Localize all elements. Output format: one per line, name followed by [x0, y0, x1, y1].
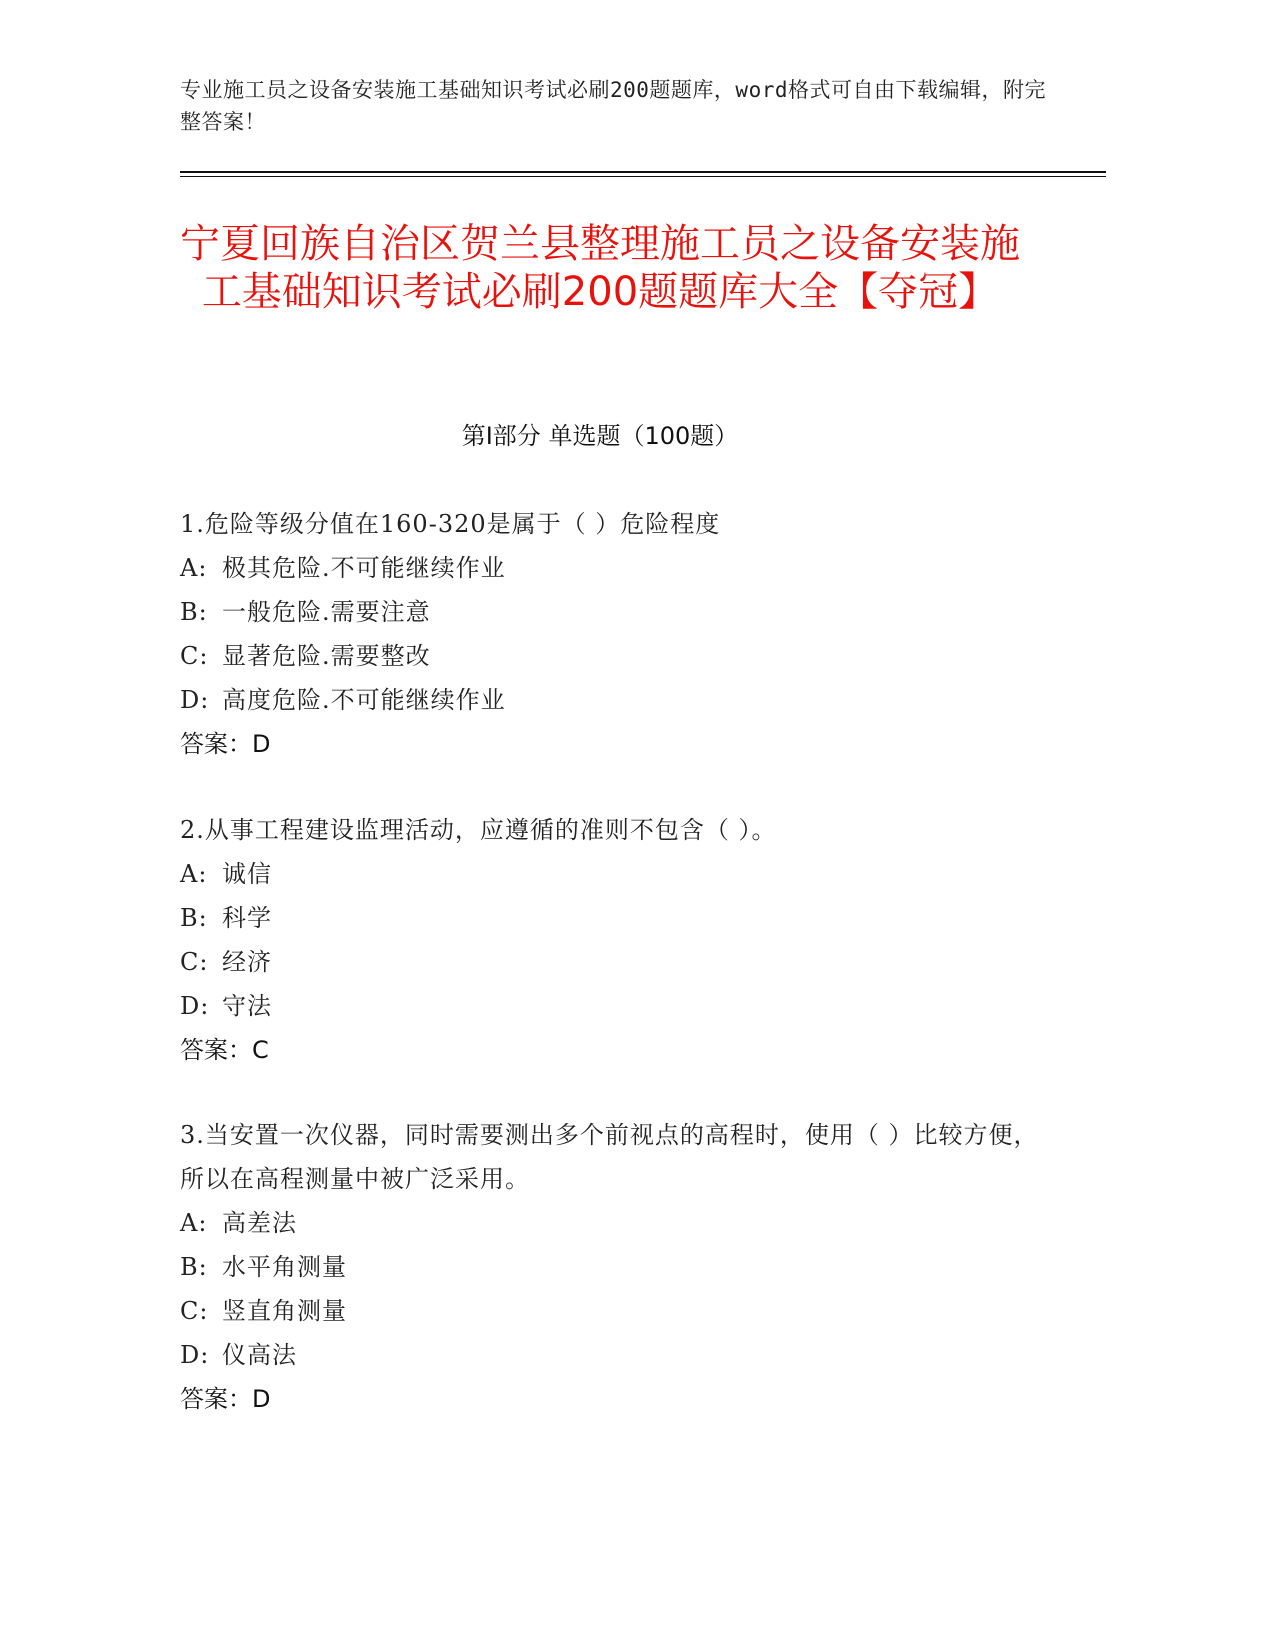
question-option-d — [180, 678, 1060, 722]
option-text: 显著危险.需要整改 — [222, 642, 431, 670]
question-stem: 2.从事工程建设监理活动，应遵循的准则不包含（ ）。 — [180, 816, 777, 844]
question-option-c — [180, 634, 1060, 678]
option-key: A: — [180, 554, 208, 582]
option-text: 竖直角测量 — [222, 1297, 347, 1325]
option-text: 高差法 — [222, 1209, 297, 1237]
question-answer: 答案：D — [180, 730, 271, 758]
option-key: B: — [180, 1253, 208, 1281]
option-text: 诚信 — [222, 860, 272, 888]
option-text: 极其危险.不可能继续作业 — [222, 554, 506, 582]
option-key: B: — [180, 598, 208, 626]
option-key: C: — [180, 1297, 209, 1325]
option-text: 经济 — [222, 948, 272, 976]
question-option-b — [180, 1245, 1060, 1289]
question-answer: 答案：D — [180, 1385, 271, 1413]
question-option-b — [180, 896, 1060, 940]
header-rule-thin — [180, 176, 1106, 177]
option-key: C: — [180, 642, 209, 670]
option-key: D: — [180, 992, 210, 1020]
option-text: 一般危险.需要注意 — [222, 598, 431, 626]
header-rule-thick — [180, 171, 1106, 173]
option-text: 高度危险.不可能继续作业 — [222, 686, 506, 714]
section-heading: 第I部分 单选题（100题） — [461, 422, 739, 450]
question-option-a — [180, 1201, 1060, 1245]
option-key: D: — [180, 1341, 210, 1369]
question-option-a — [180, 546, 1060, 590]
question-option-c — [180, 1289, 1060, 1333]
question-option-d — [180, 1333, 1060, 1377]
question-3 — [180, 1113, 1060, 1421]
option-text: 科学 — [222, 904, 272, 932]
question-2 — [180, 808, 1060, 1072]
option-key: A: — [180, 860, 208, 888]
option-key: B: — [180, 904, 208, 932]
question-stem: 3.当安置一次仪器，同时需要测出多个前视点的高程时，使用（ ）比较方便，所以在高程测量中被广泛采用。 — [180, 1121, 1039, 1193]
question-option-c — [180, 940, 1060, 984]
question-option-d — [180, 984, 1060, 1028]
option-text: 仪高法 — [222, 1341, 297, 1369]
header-note: 专业施工员之设备安装施工基础知识考试必刷200题题库，word格式可自由下载编辑，附完整答案！ — [180, 78, 1046, 134]
document-title: 宁夏回族自治区贺兰县整理施工员之设备安装施工基础知识考试必刷200题题库大全【夺冠】 — [180, 221, 1020, 315]
question-1 — [180, 502, 1060, 766]
option-text: 守法 — [222, 992, 272, 1020]
question-option-a — [180, 852, 1060, 896]
option-text: 水平角测量 — [222, 1253, 347, 1281]
question-stem: 1.危险等级分值在160-320是属于（ ）危险程度 — [180, 510, 721, 538]
question-option-b — [180, 590, 1060, 634]
option-key: D: — [180, 686, 210, 714]
question-answer: 答案：C — [180, 1036, 269, 1064]
option-key: A: — [180, 1209, 208, 1237]
option-key: C: — [180, 948, 209, 976]
